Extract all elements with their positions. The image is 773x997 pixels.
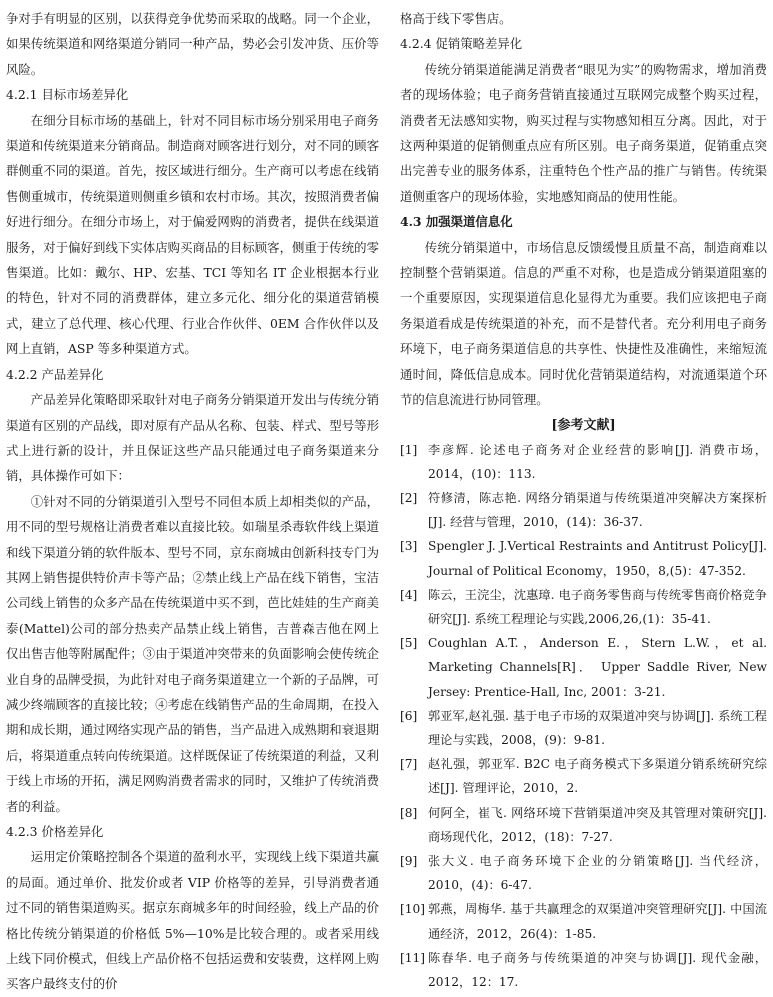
section-4-2-2-heading: 4.2.2 产品差异化 bbox=[6, 366, 104, 382]
section-4-3-heading: 4.3 加强渠道信息化 bbox=[400, 214, 513, 230]
reference-item: [7] 赵礼强，郭亚军. B2C 电子商务模式下多渠道分销系统研究综述[J]. 管理评论，2010，2. bbox=[400, 757, 767, 796]
section-4-2-4-paragraph: 传统分销渠道能满足消费者“眼见为实”的购物需求，增加消费者的现场体验；电子商务营销直接通过互联网完成整个购买过程，消费者无法感知实物，购买过程与实物感知相互分离。因此，对于这两种渠道的促销侧重点应有所区别。电子商务渠道，促销重点突出完善专业的服务体系，注重特色个性产品的推广与销售。传统渠道侧重客户的现场体验，实地感知商品的使用性能。 bbox=[400, 61, 767, 204]
references-list bbox=[400, 438, 767, 995]
continuation-paragraph: 格高于线下零售店。 bbox=[400, 11, 512, 26]
section-4-2-2-paragraph: 产品差异化策略即采取针对电子商务分销渠道开发出与传统分销渠道有区别的产品线，即对原有产品从名称、包装、样式、型号等形式上进行新的设计，并且保证这些产品只能通过电子商务渠道来分销，具体操作可如下： bbox=[6, 392, 379, 484]
reference-item: [9] 张大义. 电子商务环境下企业的分销策略[J]. 当代经济，2010，(4)：6-47. bbox=[400, 853, 767, 893]
reference-item: [8] 何阿全，崔飞. 网络环境下营销渠道冲突及其管理对策研究[J]. 商场现代化，2012，(18)：7-27. bbox=[400, 805, 767, 844]
reference-item: [2] 符修清，陈志艳. 网络分销渠道与传统渠道冲突解决方案探析[J]. 经营与管理，2010，(14)：36-37. bbox=[400, 490, 767, 530]
right-column bbox=[400, 6, 767, 994]
intro-paragraph: 争对手有明显的区别，以获得竞争优势而采取的战略。同一个企业，如果传统渠道和网络渠道分销同一种产品，势必会引发冲货、压价等风险。 bbox=[6, 11, 379, 77]
section-4-2-1-heading: 4.2.1 目标市场差异化 bbox=[6, 87, 129, 103]
section-4-2-3-heading: 4.2.3 价格差异化 bbox=[6, 824, 104, 839]
section-4-2-1-paragraph: 在细分目标市场的基础上，针对不同目标市场分别采用电子商务渠道和传统渠道来分销商品。制造商对顾客进行划分，对不同的顾客群侧重不同的渠道。首先，按区域进行细分。生产商可以考虑在线销售侧重城市，传统渠道则侧重乡镇和农村市场。其次，按照消费者偏好进行细分。在细分市场上，对于偏爱网购的消费者，提供在线渠道服务，对于偏好到线下实体店购买商品的目标顾客，侧重于传统的零售渠道。比如：戴尔、HP、宏基、TCI 等知名 IT 企业根据本行业的特色，针对不同的消费群体，建立多元化、细分化的渠道营销模式，建立了总代理、核心代理、行业合作伙伴、0EM 合作伙伴以及网上直销，ASP 等多种渠道方式。 bbox=[6, 112, 379, 357]
reference-item: [4] 陈云，王浣尘，沈惠璋. 电子商务零售商与传统零售商价格竞争研究[J]. 系统工程理论与实践,2006,26,(1)：35-41. bbox=[400, 587, 767, 626]
reference-item: [6] 郭亚军,赵礼强. 基于电子市场的双渠道冲突与协调[J]. 系统工程理论与实践，2008，(9)：9-81. bbox=[400, 708, 767, 747]
reference-item: [10] 郭燕，周梅华. 基于共赢理念的双渠道冲突管理研究[J]. 中国流通经济，2012，26(4)：1-85. bbox=[400, 902, 767, 941]
left-column bbox=[6, 6, 379, 997]
section-4-2-2-list-paragraph: ①针对不同的分销渠道引入型号不同但本质上却相类似的产品，用不同的型号规格让消费者难以直接比较。如瑞星杀毒软件线上渠道和线下渠道分销的软件版本、型号不同，京东商城由创新科技专门为其网上销售提供特价声卡等产品；②禁止线上产品在线下销售，宝洁公司线上销售的众多产品在传统渠道中买不到，芭比娃娃的生产商美泰(Mattel)公司的部分热卖产品禁止线上销售，吉普森吉他在网上仅出售吉他等附属配件；③由于渠道冲突带来的负面影响会使传统企业自身的品牌受损，为此针对电子商务渠道建立一个新的子品牌，可减少终端顾客的直接比较；④考虑在线销售产品的生命周期，在投入期和成长期，通过网络实现产品的销售，当产品进入成熟期和衰退期后，将渠道重点转向传统渠道。这样既保证了传统渠道的利益，又利于线上市场的开拓，满足网购消费者需求的同时，又维护了传统消费者的利益。 bbox=[6, 493, 379, 814]
reference-item: [5] Coughlan A.T.，Anderson E.，Stern L.W.，et al. Marketing Channels[R]． Upper Saddle River, New Jersey: Prentice-Hall, Inc, 2001：3-21. bbox=[400, 636, 767, 699]
section-4-2-4-heading: 4.2.4 促销策略差异化 bbox=[400, 36, 523, 52]
section-4-3-paragraph: 传统分销渠道中，市场信息反馈缓慢且质量不高，制造商难以控制整个营销渠道。信息的严重不对称，也是造成分销渠道阻塞的一个重要原因，实现渠道信息化显得尤为重要。我们应该把电子商务渠道看成是传统渠道的补充，而不是替代者。充分利用电子商务环境下，电子商务渠道信息的共享性、快捷性及准确性，来缩短流通时间，降低信息成本。同时优化营销渠道结构，对流通渠道个环节的信息流进行协同管理。 bbox=[400, 239, 767, 408]
section-4-2-3-paragraph: 运用定价策略控制各个渠道的盈利水平，实现线上线下渠道共赢的局面。通过单价、批发价或者 VIP 价格等的差异，引导消费者通过不同的销售渠道购买。据京东商城多年的时间经验，线上产品的价格比传统分销渠道的价格低 5%—10%是比较合理的。或者采用线上线下同价模式，但线上产品价格不包括运费和安装费，这样网上购买客户最终支付的价 bbox=[6, 849, 379, 992]
reference-item: [11] 陈春华. 电子商务与传统渠道的冲突与协调[J]. 现代金融，2012，12：17. bbox=[400, 950, 767, 989]
reference-item: [3] Spengler J. J.Vertical Restraints and Antitrust Policy[J]. Journal of Political Economy，1950，8,(5)：47-352. bbox=[400, 539, 767, 578]
references-title: [参考文献] bbox=[551, 417, 616, 433]
reference-item: [1] 李彦辉. 论述电子商务对企业经营的影响[J]. 消费市场，2014，(10)：113. bbox=[400, 442, 767, 481]
